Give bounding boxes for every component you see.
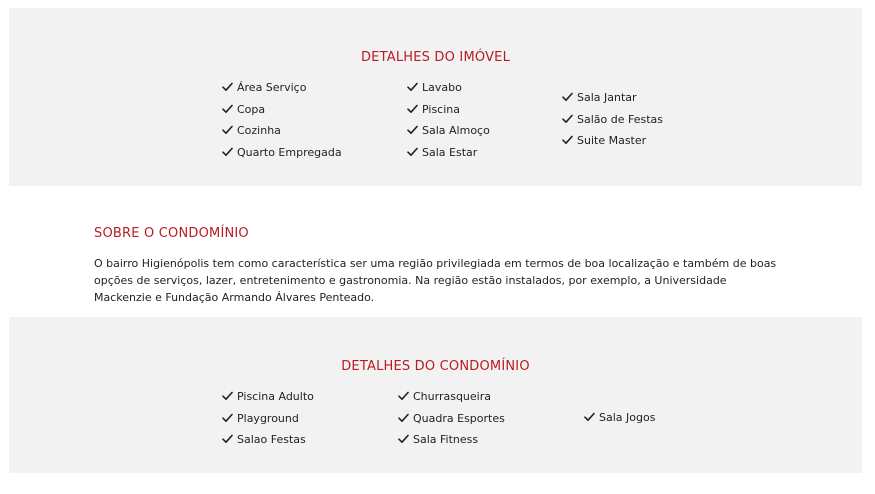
property-features-column-3 bbox=[562, 87, 663, 152]
about-condominium-text: O bairro Higienópolis tem como característica ser uma região privilegiada em termos de boa localização e também de boas opções de serviços, lazer, entretenimento e gastronomia. Na região estão instalados, por exemplo, a Universidade Mackenzie e Fundação Armando Álvares Penteado. bbox=[94, 257, 777, 304]
check-icon bbox=[584, 412, 595, 422]
about-condominium-title: SOBRE O CONDOMÍNIO bbox=[94, 226, 249, 241]
feature-item bbox=[407, 77, 490, 99]
check-icon bbox=[407, 147, 418, 157]
condominium-features-column-3 bbox=[584, 407, 655, 429]
feature-label: Sala Fitness bbox=[413, 433, 479, 446]
feature-label: Suite Master bbox=[577, 134, 647, 147]
feature-item bbox=[398, 386, 505, 408]
feature-item bbox=[222, 99, 342, 121]
feature-label: Playground bbox=[237, 411, 299, 425]
check-icon bbox=[562, 135, 573, 145]
check-icon bbox=[222, 413, 233, 423]
feature-item bbox=[562, 109, 663, 131]
feature-item bbox=[222, 120, 342, 142]
check-icon bbox=[407, 104, 418, 114]
property-details-section bbox=[9, 8, 862, 186]
feature-label: Quadra Esportes bbox=[413, 411, 505, 425]
condominium-details-title: DETALHES DO CONDOMÍNIO bbox=[341, 359, 530, 374]
check-icon bbox=[222, 125, 233, 135]
property-features-column-1 bbox=[222, 77, 342, 163]
feature-item bbox=[222, 386, 314, 408]
feature-item bbox=[222, 408, 314, 430]
feature-label: Cozinha bbox=[237, 124, 281, 137]
feature-item bbox=[398, 429, 505, 451]
feature-label: Sala Jogos bbox=[599, 411, 656, 424]
feature-label: Área Serviço bbox=[237, 81, 307, 94]
feature-label: Sala Jantar bbox=[577, 91, 637, 104]
property-features-column-2 bbox=[407, 77, 490, 163]
property-details-title: DETALHES DO IMÓVEL bbox=[360, 50, 511, 65]
feature-item bbox=[562, 87, 663, 109]
feature-label: Sala Almoço bbox=[422, 124, 490, 137]
feature-item bbox=[222, 142, 342, 164]
feature-label: Salão de Festas bbox=[577, 112, 664, 126]
check-icon bbox=[398, 413, 409, 423]
feature-item bbox=[407, 120, 490, 142]
feature-item bbox=[398, 408, 505, 430]
feature-label: Salao Festas bbox=[237, 433, 306, 446]
feature-item bbox=[222, 77, 342, 99]
condominium-details-section bbox=[9, 317, 862, 473]
about-condominium-section bbox=[94, 226, 794, 306]
feature-item bbox=[584, 407, 655, 429]
check-icon bbox=[222, 434, 233, 444]
condominium-features-column-2 bbox=[398, 386, 505, 451]
check-icon bbox=[222, 391, 233, 401]
check-icon bbox=[222, 147, 233, 157]
feature-item bbox=[562, 130, 663, 152]
check-icon bbox=[398, 391, 409, 401]
feature-label: Sala Estar bbox=[422, 145, 478, 159]
check-icon bbox=[398, 434, 409, 444]
condominium-features-column-1 bbox=[222, 386, 314, 451]
check-icon bbox=[562, 114, 573, 124]
check-icon bbox=[222, 104, 233, 114]
feature-label: Quarto Empregada bbox=[237, 145, 342, 159]
check-icon bbox=[222, 82, 233, 92]
feature-label: Copa bbox=[237, 102, 266, 116]
feature-label: Piscina Adulto bbox=[237, 390, 314, 403]
feature-item bbox=[407, 99, 490, 121]
feature-label: Lavabo bbox=[422, 81, 462, 94]
feature-label: Piscina bbox=[422, 102, 460, 116]
feature-item bbox=[222, 429, 314, 451]
feature-item bbox=[407, 142, 490, 164]
check-icon bbox=[562, 92, 573, 102]
check-icon bbox=[407, 82, 418, 92]
check-icon bbox=[407, 125, 418, 135]
feature-label: Churrasqueira bbox=[413, 390, 491, 403]
